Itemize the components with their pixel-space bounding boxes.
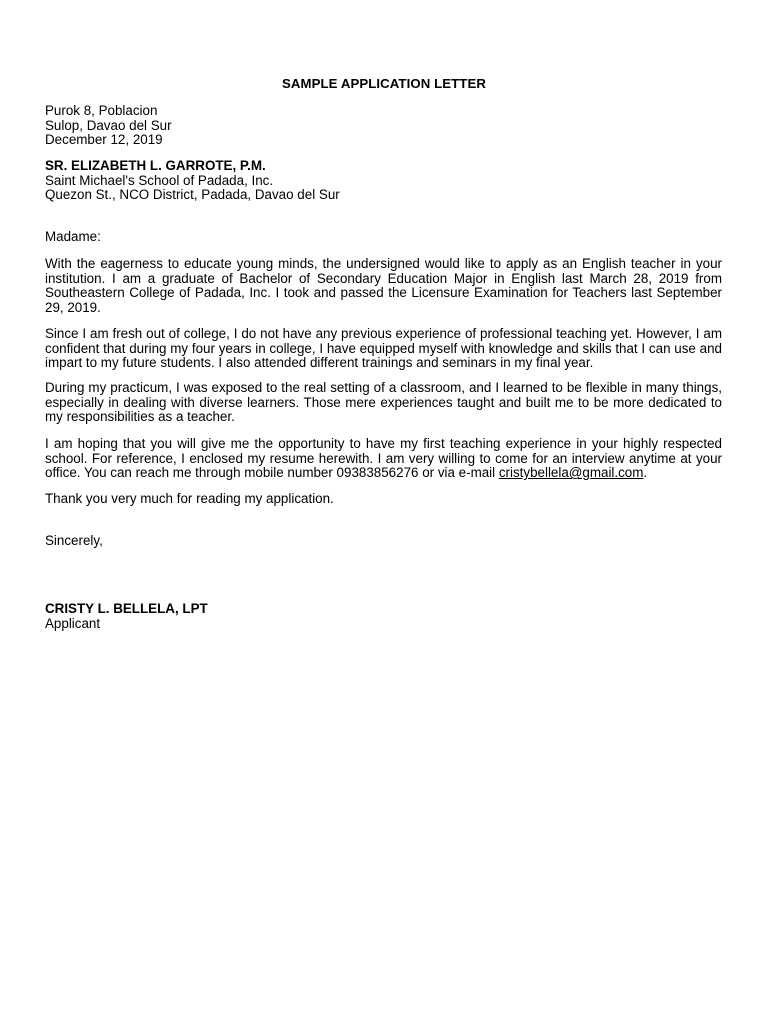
body-paragraph-2: Since I am fresh out of college, I do not have any previous experience of professional teaching yet. However, I am confident that during my four years in college, I have equipped myself with knowledge and skills that I can use and impart to my future students. I also attended different trainings and seminars in my final year. xyxy=(45,326,722,371)
letter-date: December 12, 2019 xyxy=(45,132,163,148)
salutation: Madame: xyxy=(45,229,101,244)
paragraph-4-text: I am hoping that you will give me the opportunity to have my first teaching experience in your highly respected school. For reference, I enclosed my resume herewith. I am very willing to come for an interview anytime at your office. You can reach me through mobile number 09383856276 or via e-mail xyxy=(45,436,722,481)
sender-address-block xyxy=(45,104,722,148)
recipient-name: SR. ELIZABETH L. GARROTE, P.M. xyxy=(45,158,266,173)
signature-role: Applicant xyxy=(45,615,101,631)
signature-name: CRISTY L. BELLELA, LPT xyxy=(45,601,208,616)
paragraph-4-end: . xyxy=(643,465,648,481)
signature-block xyxy=(45,602,722,631)
email-link[interactable]: cristybellela@gmail.com xyxy=(498,465,644,481)
body-paragraph-3: During my practicum, I was exposed to the real setting of a classroom, and I learned to be flexible in many things, especially in dealing with diverse learners. Those mere experiences taught and built me to be more dedicated to my responsibilities as a teacher. xyxy=(45,380,722,425)
body-paragraph-4 xyxy=(45,437,722,481)
body-paragraph-1: With the eagerness to educate young minds, the undersigned would like to apply as an English teacher in your institution. I am a graduate of Bachelor of Secondary Education Major in English last March 28, 2019 from Southeastern College of Padada, Inc. I took and passed the Licensure Examination for Teachers last September 29, 2019. xyxy=(45,256,722,315)
sender-address-line-1: Purok 8, Poblacion xyxy=(45,103,158,118)
recipient-block xyxy=(45,159,722,203)
recipient-address: Quezon St., NCO District, Padada, Davao del Sur xyxy=(45,187,340,203)
body-paragraph-5: Thank you very much for reading my application. xyxy=(45,491,334,506)
closing: Sincerely, xyxy=(45,533,103,548)
letter-title: SAMPLE APPLICATION LETTER xyxy=(282,76,486,91)
recipient-school: Saint Michael's School of Padada, Inc. xyxy=(45,172,274,188)
sender-address-line-2: Sulop, Davao del Sur xyxy=(45,117,172,133)
